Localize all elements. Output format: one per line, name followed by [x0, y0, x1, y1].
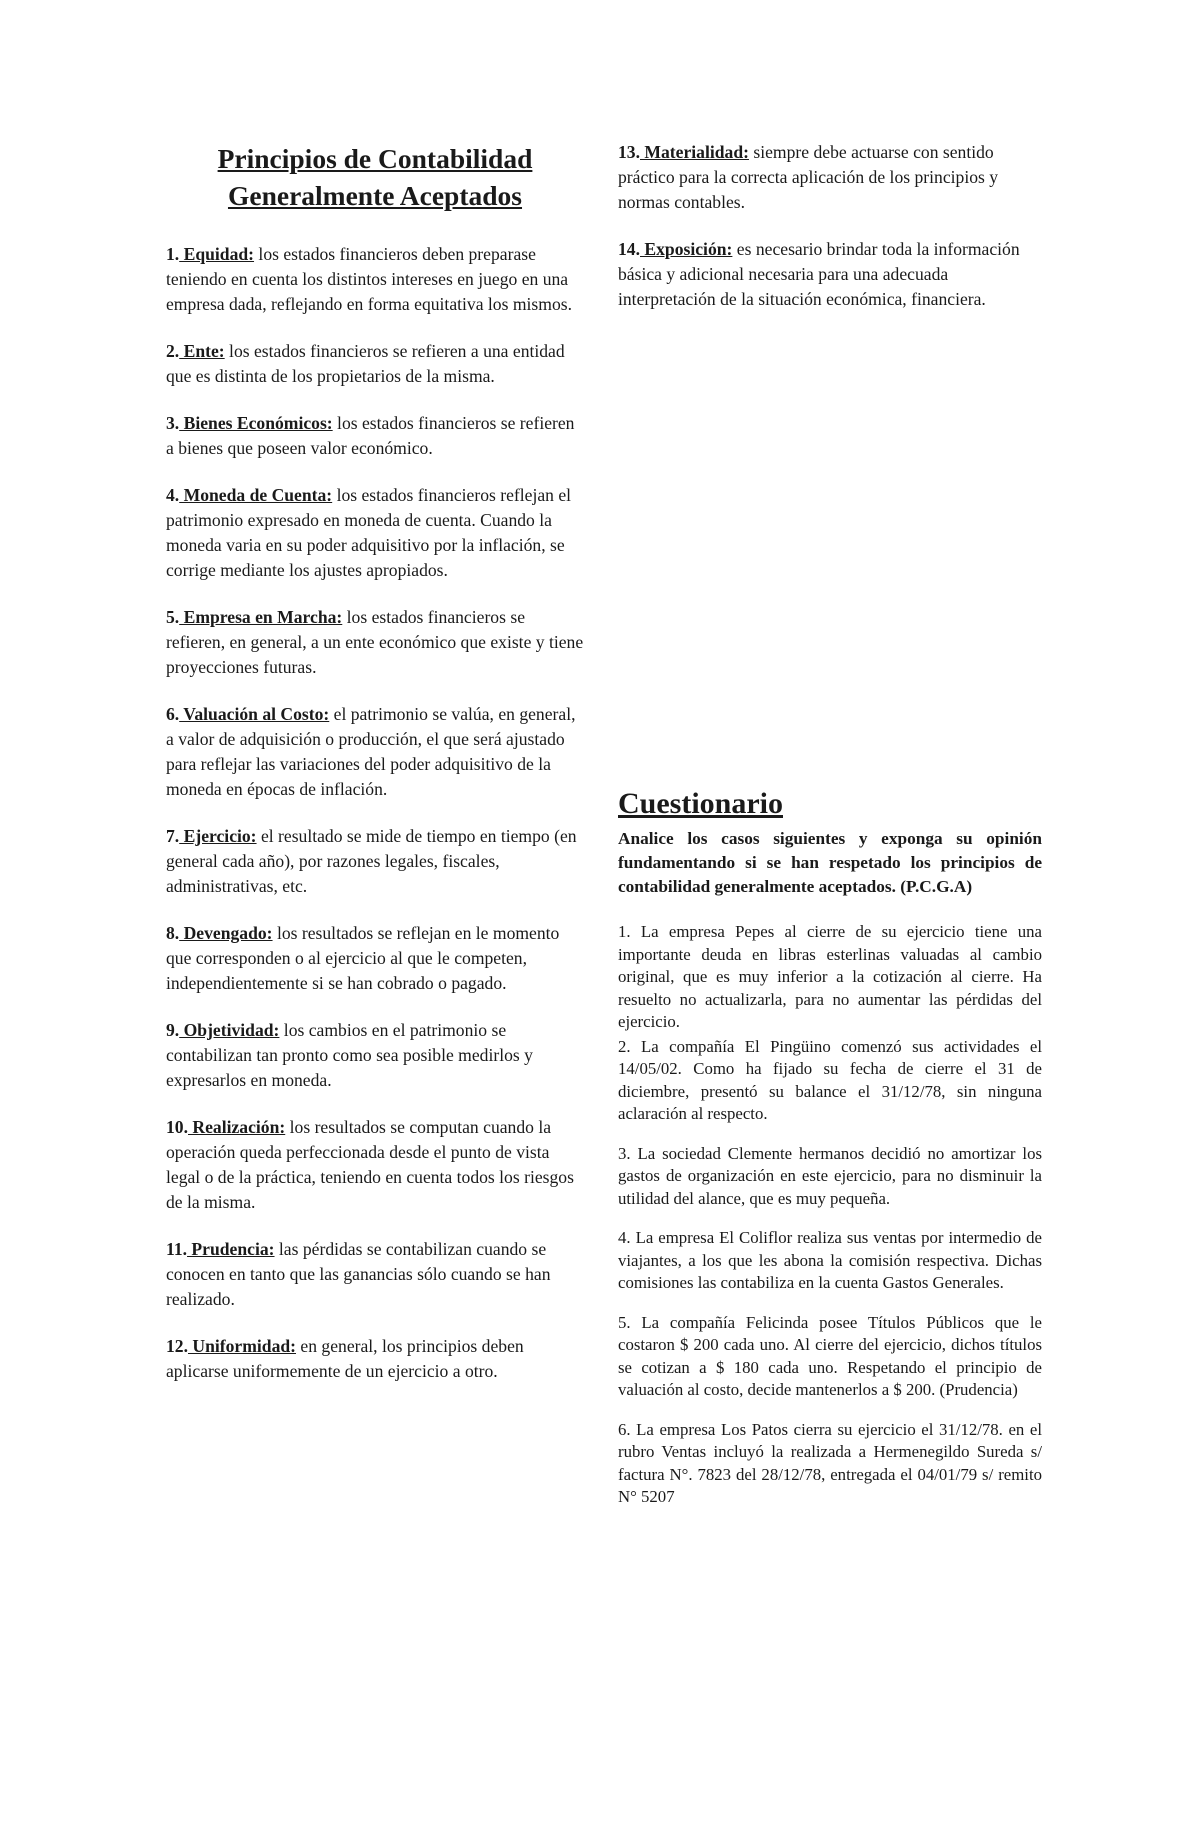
principle-term: Exposición: — [640, 239, 733, 259]
principle-term: Moneda de Cuenta: — [179, 485, 333, 505]
principle-number: 2. — [166, 341, 180, 361]
principle-number: 14. — [618, 239, 640, 259]
principles-list-right — [618, 140, 1038, 312]
principle-text: es necesario brindar toda la información básica y adicional necesaria para una adecuada interpretación de la situación económica, financiera. — [618, 239, 1020, 309]
principle-term: Ente: — [179, 341, 225, 361]
principle-number: 8. — [166, 923, 180, 943]
principle-term: Equidad: — [179, 244, 255, 264]
principle-number: 3. — [166, 413, 180, 433]
principle-item — [166, 921, 584, 996]
principle-item — [166, 702, 584, 802]
principle-term: Bienes Económicos: — [179, 413, 333, 433]
case-item: 2. La compañía El Pingüino comenzó sus actividades el 14/05/02. Como ha fijado su fecha de cierre el 31 de diciembre, presentó su balance el 31/12/78, sin ninguna aclaración al respecto. — [618, 1036, 1042, 1123]
principle-text: los resultados se computan cuando la operación queda perfeccionada desde el punto de vista legal o de la práctica, teniendo en cuenta todos los riesgos de la misma. — [166, 1117, 574, 1212]
principle-item — [166, 1115, 584, 1215]
principle-text: los estados financieros reflejan el patrimonio expresado en moneda de cuenta. Cuando la moneda varia en su poder adquisitivo por la inflación, se corrige mediante los ajustes apropiados. — [166, 485, 572, 580]
principle-term: Empresa en Marcha: — [179, 607, 343, 627]
principle-item — [166, 483, 584, 583]
case-item: 6. La empresa Los Patos cierra su ejercicio el 31/12/78. en el rubro Ventas incluyó la realizada a Hermenegildo Sureda s/ factura N°. 7823 del 28/12/78, entregada el 04/01/79 s/ remito N° 5207 — [618, 1419, 1042, 1506]
questionnaire-title: Cuestionario — [618, 787, 783, 820]
principle-text: los resultados se reflejan en le momento que corresponden o al ejercicio al que le competen, independientemente si se han cobrado o pagado. — [166, 923, 560, 993]
principle-item — [166, 1018, 584, 1093]
principle-item — [166, 1334, 584, 1384]
principle-item — [166, 605, 584, 680]
case-item: 3. La sociedad Clemente hermanos decidió no amortizar los gastos de organización en este ejercicio, para no disminuir la utilidad del alance, que es muy pequeña. — [618, 1143, 1042, 1208]
principle-item — [618, 237, 1038, 312]
principle-number: 6. — [166, 704, 180, 724]
principle-text: los estados financieros se refieren a una entidad que es distinta de los propietarios de la misma. — [166, 341, 565, 386]
principle-item — [618, 140, 1038, 215]
principle-term: Objetividad: — [179, 1020, 280, 1040]
principle-text: en general, los principios deben aplicarse uniformemente de un ejercicio a otro. — [166, 1336, 524, 1381]
right-column — [618, 140, 1038, 334]
questionnaire-intro: Analice los casos siguientes y exponga su opinión fundamentando si se han respetado los principios de contabilidad generalmente aceptados. (P.C.G.A) — [618, 829, 1042, 896]
principle-text: los estados financieros se refieren, en general, a un ente económico que existe y tiene proyecciones futuras. — [166, 607, 584, 677]
principle-number: 12. — [166, 1336, 188, 1356]
principle-number: 11. — [166, 1239, 188, 1259]
principle-text: los estados financieros deben preparase teniendo en cuenta los distintos intereses en juego en una empresa dada, reflejando en forma equitativa los mismos. — [166, 244, 572, 314]
principle-text: el patrimonio se valúa, en general, a valor de adquisición o producción, el que será ajustado para reflejar las variaciones del poder adquisitivo de la moneda en épocas de inflación. — [166, 704, 576, 799]
principle-text: siempre debe actuarse con sentido práctico para la correcta aplicación de los principios y normas contables. — [618, 142, 999, 212]
questionnaire-section — [618, 785, 1042, 1526]
principle-number: 1. — [166, 244, 180, 264]
principle-term: Devengado: — [179, 923, 273, 943]
left-column — [166, 140, 584, 1406]
principle-item — [166, 339, 584, 389]
principle-text: el resultado se mide de tiempo en tiempo (en general cada año), por razones legales, fiscales, administrativas, etc. — [166, 826, 577, 896]
principle-number: 13. — [618, 142, 640, 162]
principle-item — [166, 411, 584, 461]
principle-text: los cambios en el patrimonio se contabilizan tan pronto como sea posible medirlos y expresarlos en moneda. — [166, 1020, 533, 1090]
principle-number: 10. — [166, 1117, 188, 1137]
principle-term: Prudencia: — [187, 1239, 275, 1259]
case-item: 5. La compañía Felicinda posee Títulos Públicos que le costaron $ 200 cada uno. Al cierre del ejercicio, dichos títulos se cotizan a $ 180 cada uno. Respetando el principio de valuación al costo, decide mantenerlos a $ 200. (Prudencia) — [618, 1312, 1042, 1399]
principle-text: las pérdidas se contabilizan cuando se conocen en tanto que las ganancias sólo cuando se han realizado. — [166, 1239, 551, 1309]
principle-term: Realización: — [188, 1117, 286, 1137]
case-item: 4. La empresa El Coliflor realiza sus ventas por intermedio de viajantes, a los que les abona la comisión respectiva. Dichas comisiones las contabiliza en la cuenta Gastos Generales. — [618, 1228, 1042, 1292]
principle-number: 7. — [166, 826, 180, 846]
principle-number: 4. — [166, 485, 180, 505]
principle-text: los estados financieros se refieren a bienes que poseen valor económico. — [166, 413, 575, 458]
case-item: 1. La empresa Pepes al cierre de su ejercicio tiene una importante deuda en libras esterlinas valuadas al cambio original, que es muy inferior a la cotización al cierre. Ha resuelto no actualizarla, para no aumentar las pérdidas del ejercicio. — [618, 922, 1042, 1031]
principle-item — [166, 1237, 584, 1312]
principle-number: 9. — [166, 1020, 180, 1040]
principle-number: 5. — [166, 607, 180, 627]
page-title: Principios de Contabilidad Generalmente Aceptados — [217, 143, 533, 211]
principles-list-left — [166, 242, 584, 1384]
principle-term: Uniformidad: — [188, 1336, 297, 1356]
principle-term: Materialidad: — [640, 142, 749, 162]
principle-term: Valuación al Costo: — [179, 704, 330, 724]
cases-list — [618, 921, 1042, 1509]
principle-item — [166, 242, 584, 317]
principle-term: Ejercicio: — [179, 826, 257, 846]
principle-item — [166, 824, 584, 899]
